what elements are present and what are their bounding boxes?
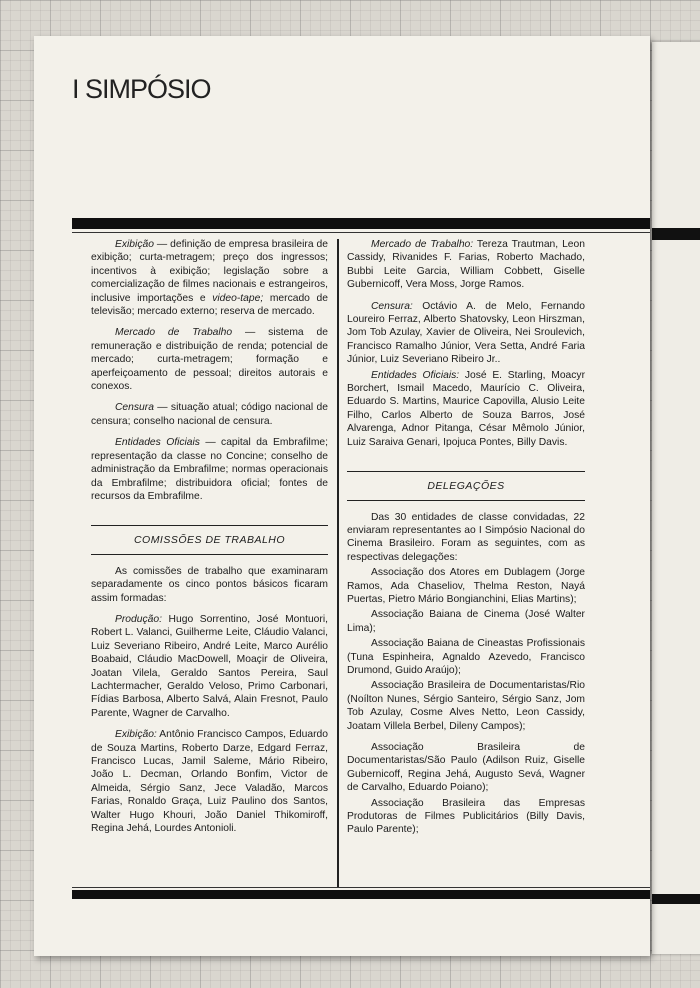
bottom-rule [72,890,650,899]
topic-text-tail: mercado de televisão; mercado externo; reserva de mercado. [91,292,328,318]
delegacao-item: Associação Brasileira das Empresas Produtoras de Filmes Publicitários (Billy Davis, Paulo Parente); [347,797,585,836]
comissao-censura [347,300,585,367]
comissoes-intro: As comissões de trabalho que examinaram separadamente os cinco pontos básicos ficaram assim formadas: [91,565,328,604]
comissao-entidades [347,369,585,449]
comissao-members: Hugo Sorrentino, José Montuori, Robert L. Valanci, Guilherme Leite, Cláudio Valanci, Luiz Severiano Ribeiro, André Leite, Marco Aurélio Boabaid, Cláudio MacDowell, Moaçir de Oliveira, Joatan Vilela, Geraldo Santos Pereira, Saul Lachtermacher, Geraldo Veloso, Primo Carbonari, Fídias Barbosa, Alberto Salvá, Alain Fresnot, Paulo Parente, Wagner de Carvalho. [91,613,328,719]
comissao-label: Censura: [371,300,413,312]
section-heading-text: COMISSÕES DE TRABALHO [133,534,286,547]
section-heading-delegacoes [347,471,585,500]
comissao-members: José E. Starling, Moacyr Borchert, Ismail Macedo, Maurício C. Oliveira, Eduardo S. Martins, Maurice Capovilla, Alusio Leite Filho, Carlos Alberto de Souza Barros, José Alvarenga, Adnor Pitanga, César Mêmolo Júnior, Luiz Saraiva Genari, Ipojuca Pontes, Billy Davis. [347,369,586,448]
comissao-mercado [347,238,585,292]
top-rule [72,218,650,229]
topic-text: — situação atual; código nacional de censura; conselho nacional de censura. [91,402,328,427]
comissao-label: Produção: [115,613,162,625]
bottom-thin-rule [72,887,650,888]
delegacao-item: Associação dos Atores em Dublagem (Jorge Ramos, Ada Chaseliov, Thelma Reston, Nayá Puertas, Pietro Mário Bongianchini, Elias Martins); [347,567,585,605]
comissao-exibicao [91,728,328,835]
column-divider [337,239,339,887]
page-title: I SIMPÓSIO [72,74,211,104]
topic-censura [91,401,328,428]
topic-label: Mercado de Trabalho [115,327,233,339]
left-column [91,238,328,843]
topic-label: Exibição [115,239,154,250]
topic-text: — capital da Embrafilme; representação da classe no Concine; conselho de administração da Embrafilme; normas operacionais da Embrafilme; distribuidora oficial; fontes de recursos da Embrafilme. [91,437,328,502]
section-heading-comissoes [91,525,328,554]
topic-text: — definição de empresa brasileira de exibição; curta-metragem; preço dos ingressos; incentivos à exibição; legislação sobre a comercialização de filmes nacionais e estrangeiros, inclusive importações e [91,239,328,304]
next-page-bottom-bar [652,894,700,904]
topic-exibicao [91,238,328,318]
comissao-label: Exibição: [115,729,157,741]
right-column [347,238,585,839]
topic-label: Entidades Oficiais [115,437,200,449]
topic-italic: video-tape; [212,292,264,304]
comissao-members: Octávio A. de Melo, Fernando Loureiro Ferraz, Alberto Shatovsky, Leon Hirszman, Jom Tob Azulay, Xavier de Oliveira, Nei Sroulevich, Francisco Ramalho Júnior, Vera Setta, André Faria Júnior, Luiz Severiano Ribeiro Jr.. [347,300,585,366]
next-page-edge [652,42,700,954]
topic-mercado [91,326,328,393]
document-page [34,36,650,956]
delegacao-item: Associação Brasileira de Documentaristas/São Paulo (Adilson Ruiz, Giselle Gubernicoff, Regina Jehá, Augusto Sevá, Wagner de Carvalho, Eduardo Poiano); [347,742,585,794]
topic-text: — sistema de remuneração e distribuição de renda; potencial de mercado; curta-metragem; formação e aperfeiçoamento de pessoal; direitos autorais e conexos. [91,327,328,393]
delegacao-item: Associação Baiana de Cineastas Profissionais (Tuna Espinheira, Agnaldo Azevedo, Francisco Drumond, Guido Araújo); [347,638,585,676]
topic-label: Censura [115,402,154,414]
top-thin-rule [72,232,650,233]
comissao-members: Tereza Trautman, Leon Cassidy, Rivanides F. Farias, Roberto Machado, Bubbi Leite Garcia, William Cobbett, Giselle Gubernicoff, Vera Moss, Jorge Ramos. [347,239,585,291]
delegacao-item: Associação Brasileira de Documentaristas/Rio (Noílton Nunes, Sérgio Santeiro, Sérgio Sanz, Jom Tob Azulay, Cosme Alves Netto, Leon Cassidy, Joatam Villela Berbel, Dileny Campos); [347,680,585,732]
comissao-label: Entidades Oficiais: [371,369,460,381]
section-heading-text: DELEGAÇÕES [427,480,505,493]
comissao-members: Antônio Francisco Campos, Eduardo de Souza Martins, Roberto Darze, Edgard Ferraz, Francisco Lucas, Jamil Saleme, Mário Ribeiro, João L. Decman, Orlando Bonfim, Victor de Almeida, Sérgio Sanz, Jece Valadão, Marcos Farias, Ronaldo Graça, Luiz Paulino dos Santos, Walter Hugo Khouri, João Daniel Thikomiroff, Regina Jehá, Lourdes Antonioli. [91,729,328,835]
delegacao-item: Associação Baiana de Cinema (José Walter Lima); [347,609,585,634]
comissao-label: Mercado de Trabalho: [371,239,474,250]
comissao-producao [91,613,328,720]
topic-entidades [91,436,328,503]
delegacoes-intro: Das 30 entidades de classe convidadas, 22 enviaram representantes ao I Simpósio Nacional do Cinema Brasileiro. Foram as seguintes, com as respectivas delegações: [347,511,585,563]
next-page-top-bar [652,228,700,240]
